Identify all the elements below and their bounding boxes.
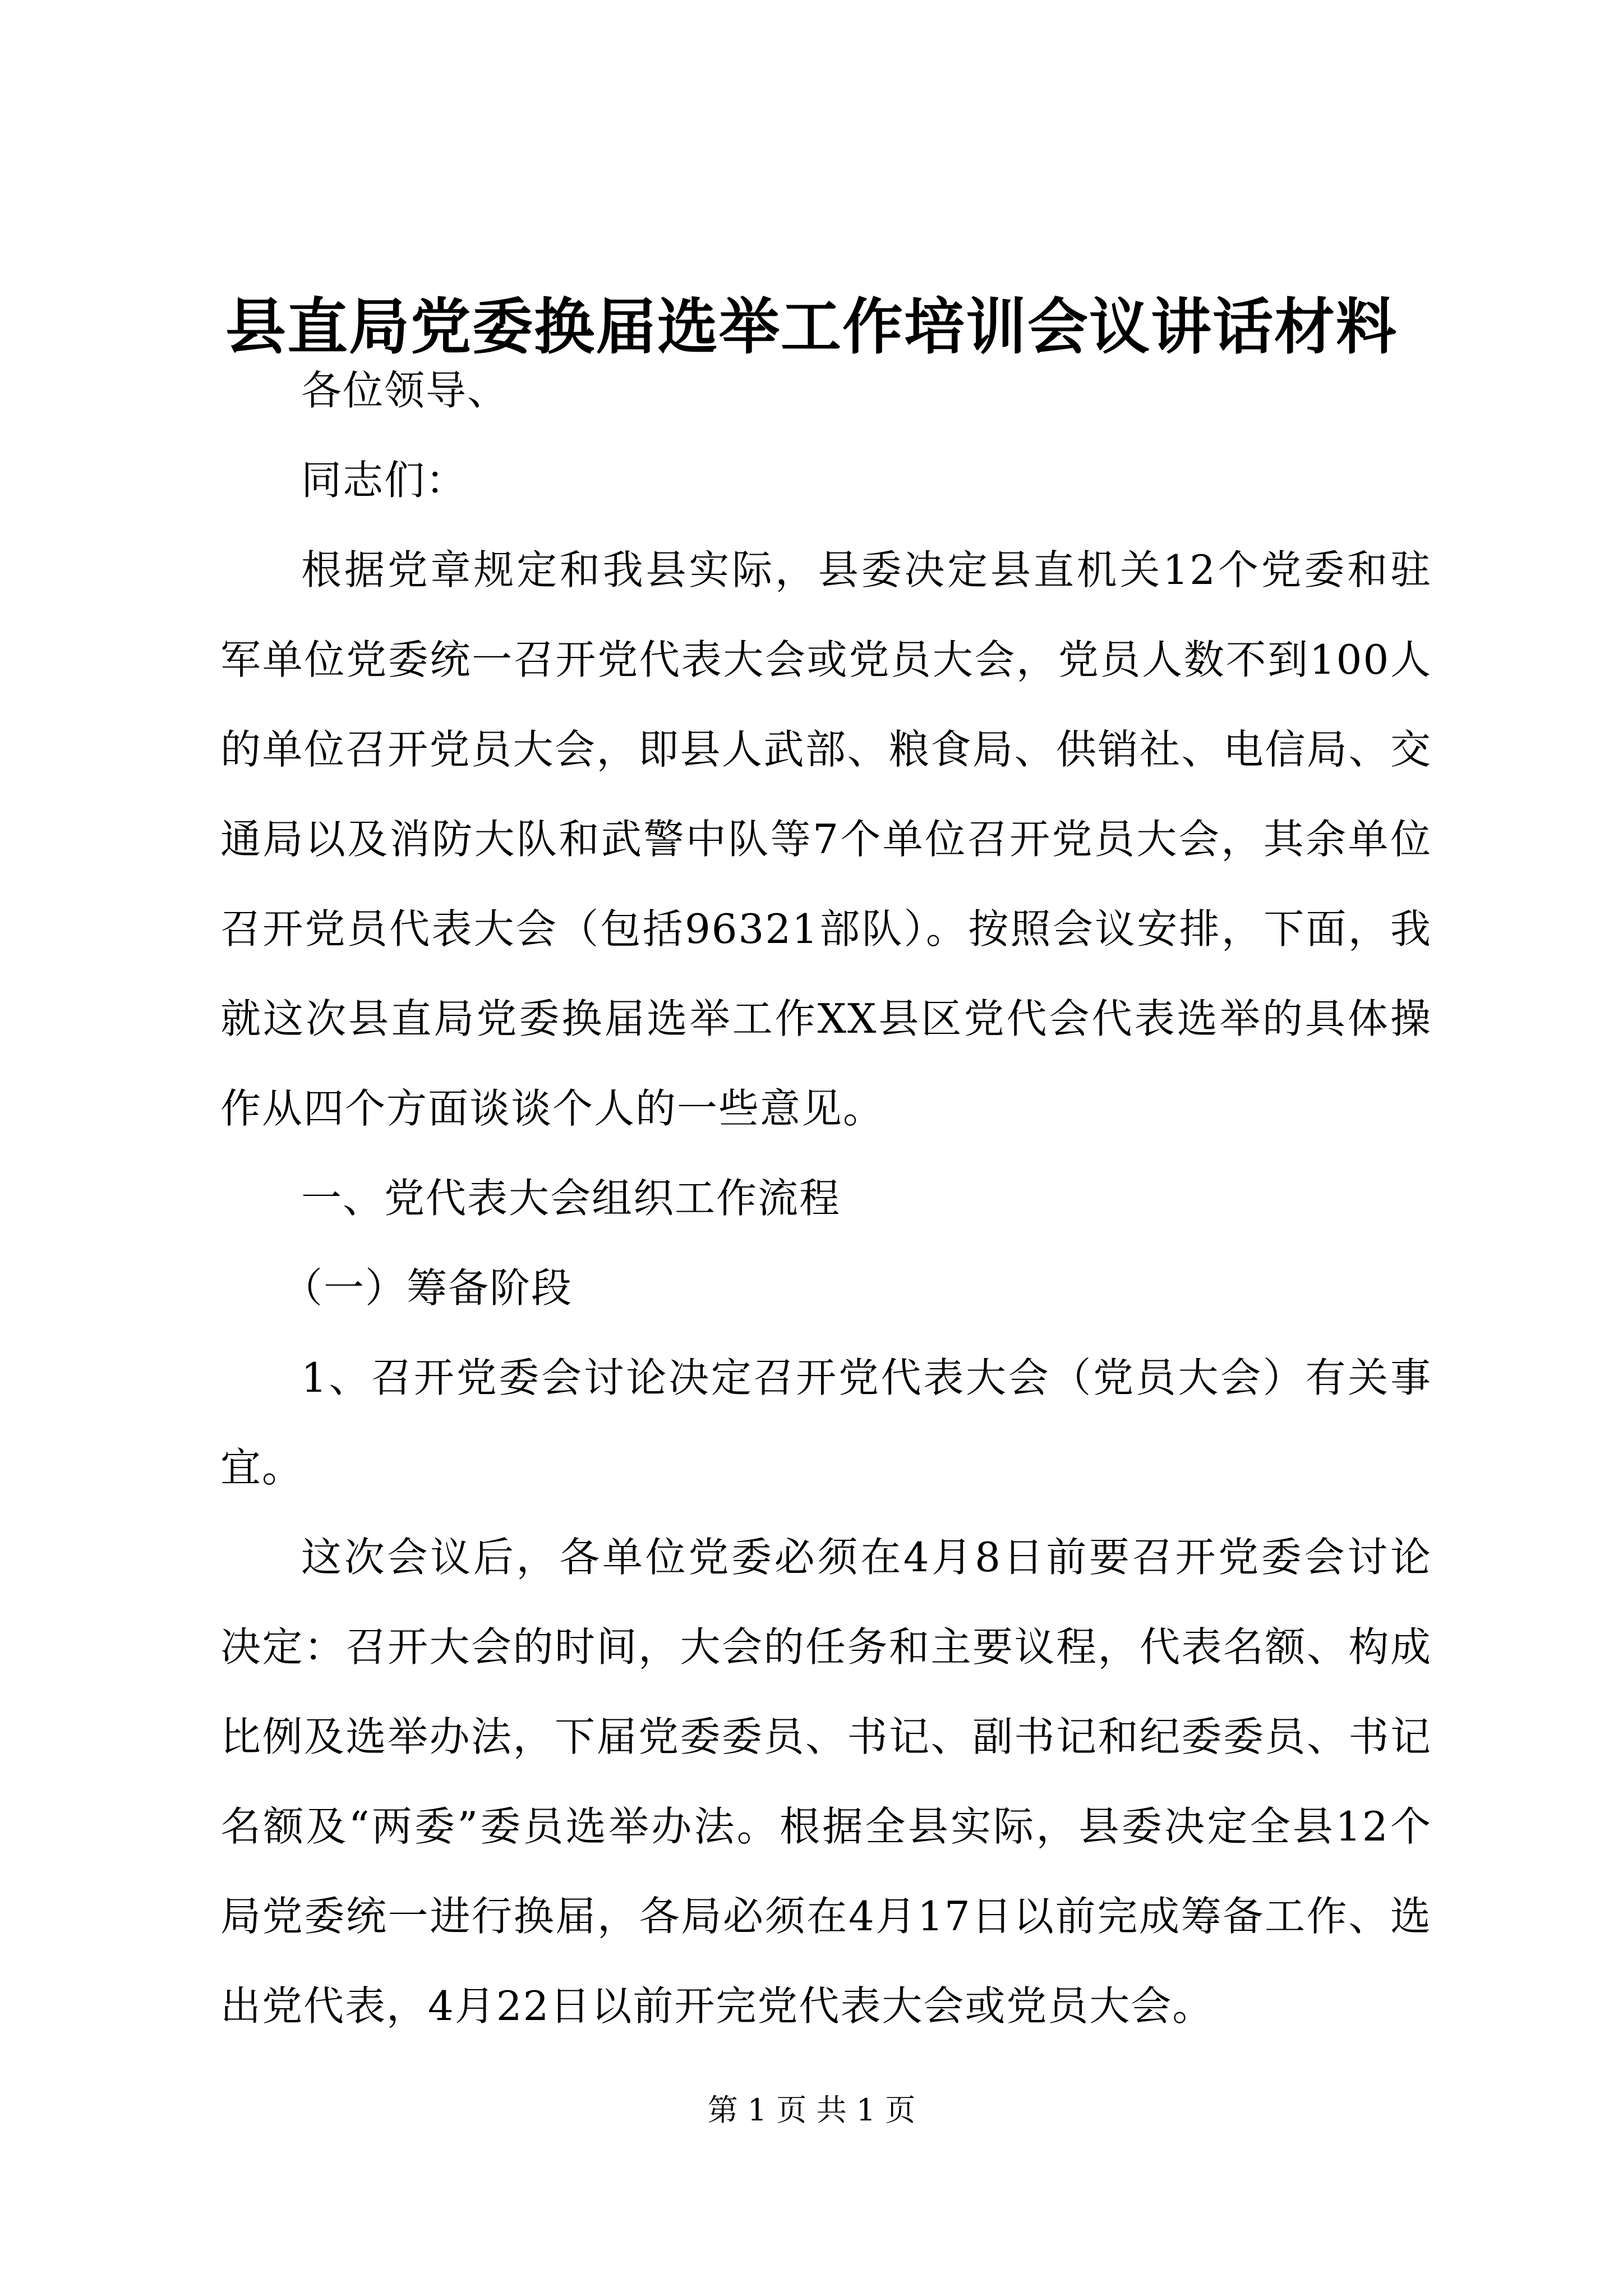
intro-paragraph: 根据党章规定和我县实际，县委决定县直机关12个党委和驻军单位党委统一召开党代表大会或党员大会，党员人数不到100人的单位召开党员大会，即县人武部、粮食局、供销社、电信局、交通局以及消防大队和武警中队等7个单位召开党员大会，其余单位召开党员代表大会（包括96321部队）。按照会议安排，下面，我就这次县直局党委换届选举工作XX县区党代会代表选举的具体操作从四个方面谈谈个人的一些意见。 (220, 546, 1432, 1132)
page-footer (0, 2088, 1623, 2133)
subsection-heading-1: （一）筹备阶段 (282, 1264, 573, 1312)
page-number-label: 第 1 页 共 1 页 (707, 2092, 916, 2128)
salutation-comrades: 同志们： (301, 457, 468, 504)
salutation-leaders: 各位领导、 (301, 367, 509, 414)
section-heading-1: 一、党代表大会组织工作流程 (301, 1175, 841, 1222)
item-1-paragraph: 这次会议后，各单位党委必须在4月8日前要召开党委会讨论决定：召开大会的时间，大会的任务和主要议程，代表名额、构成比例及选举办法，下届党委委员、书记、副书记和纪委委员、书记名额及“两委”委员选举办法。根据全县实际，县委决定全县12个局党委统一进行换届，各局必须在4月17日以前完成筹备工作、选出党代表，4月22日以前开完党代表大会或党员大会。 (220, 1534, 1432, 2030)
document-body (220, 346, 1432, 2051)
item-1-heading: 1、召开党委会讨论决定召开党代表大会（党员大会）有关事宜。 (220, 1354, 1432, 1491)
document-title: 县直局党委换届选举工作培训会议讲话材料 (225, 292, 1398, 362)
